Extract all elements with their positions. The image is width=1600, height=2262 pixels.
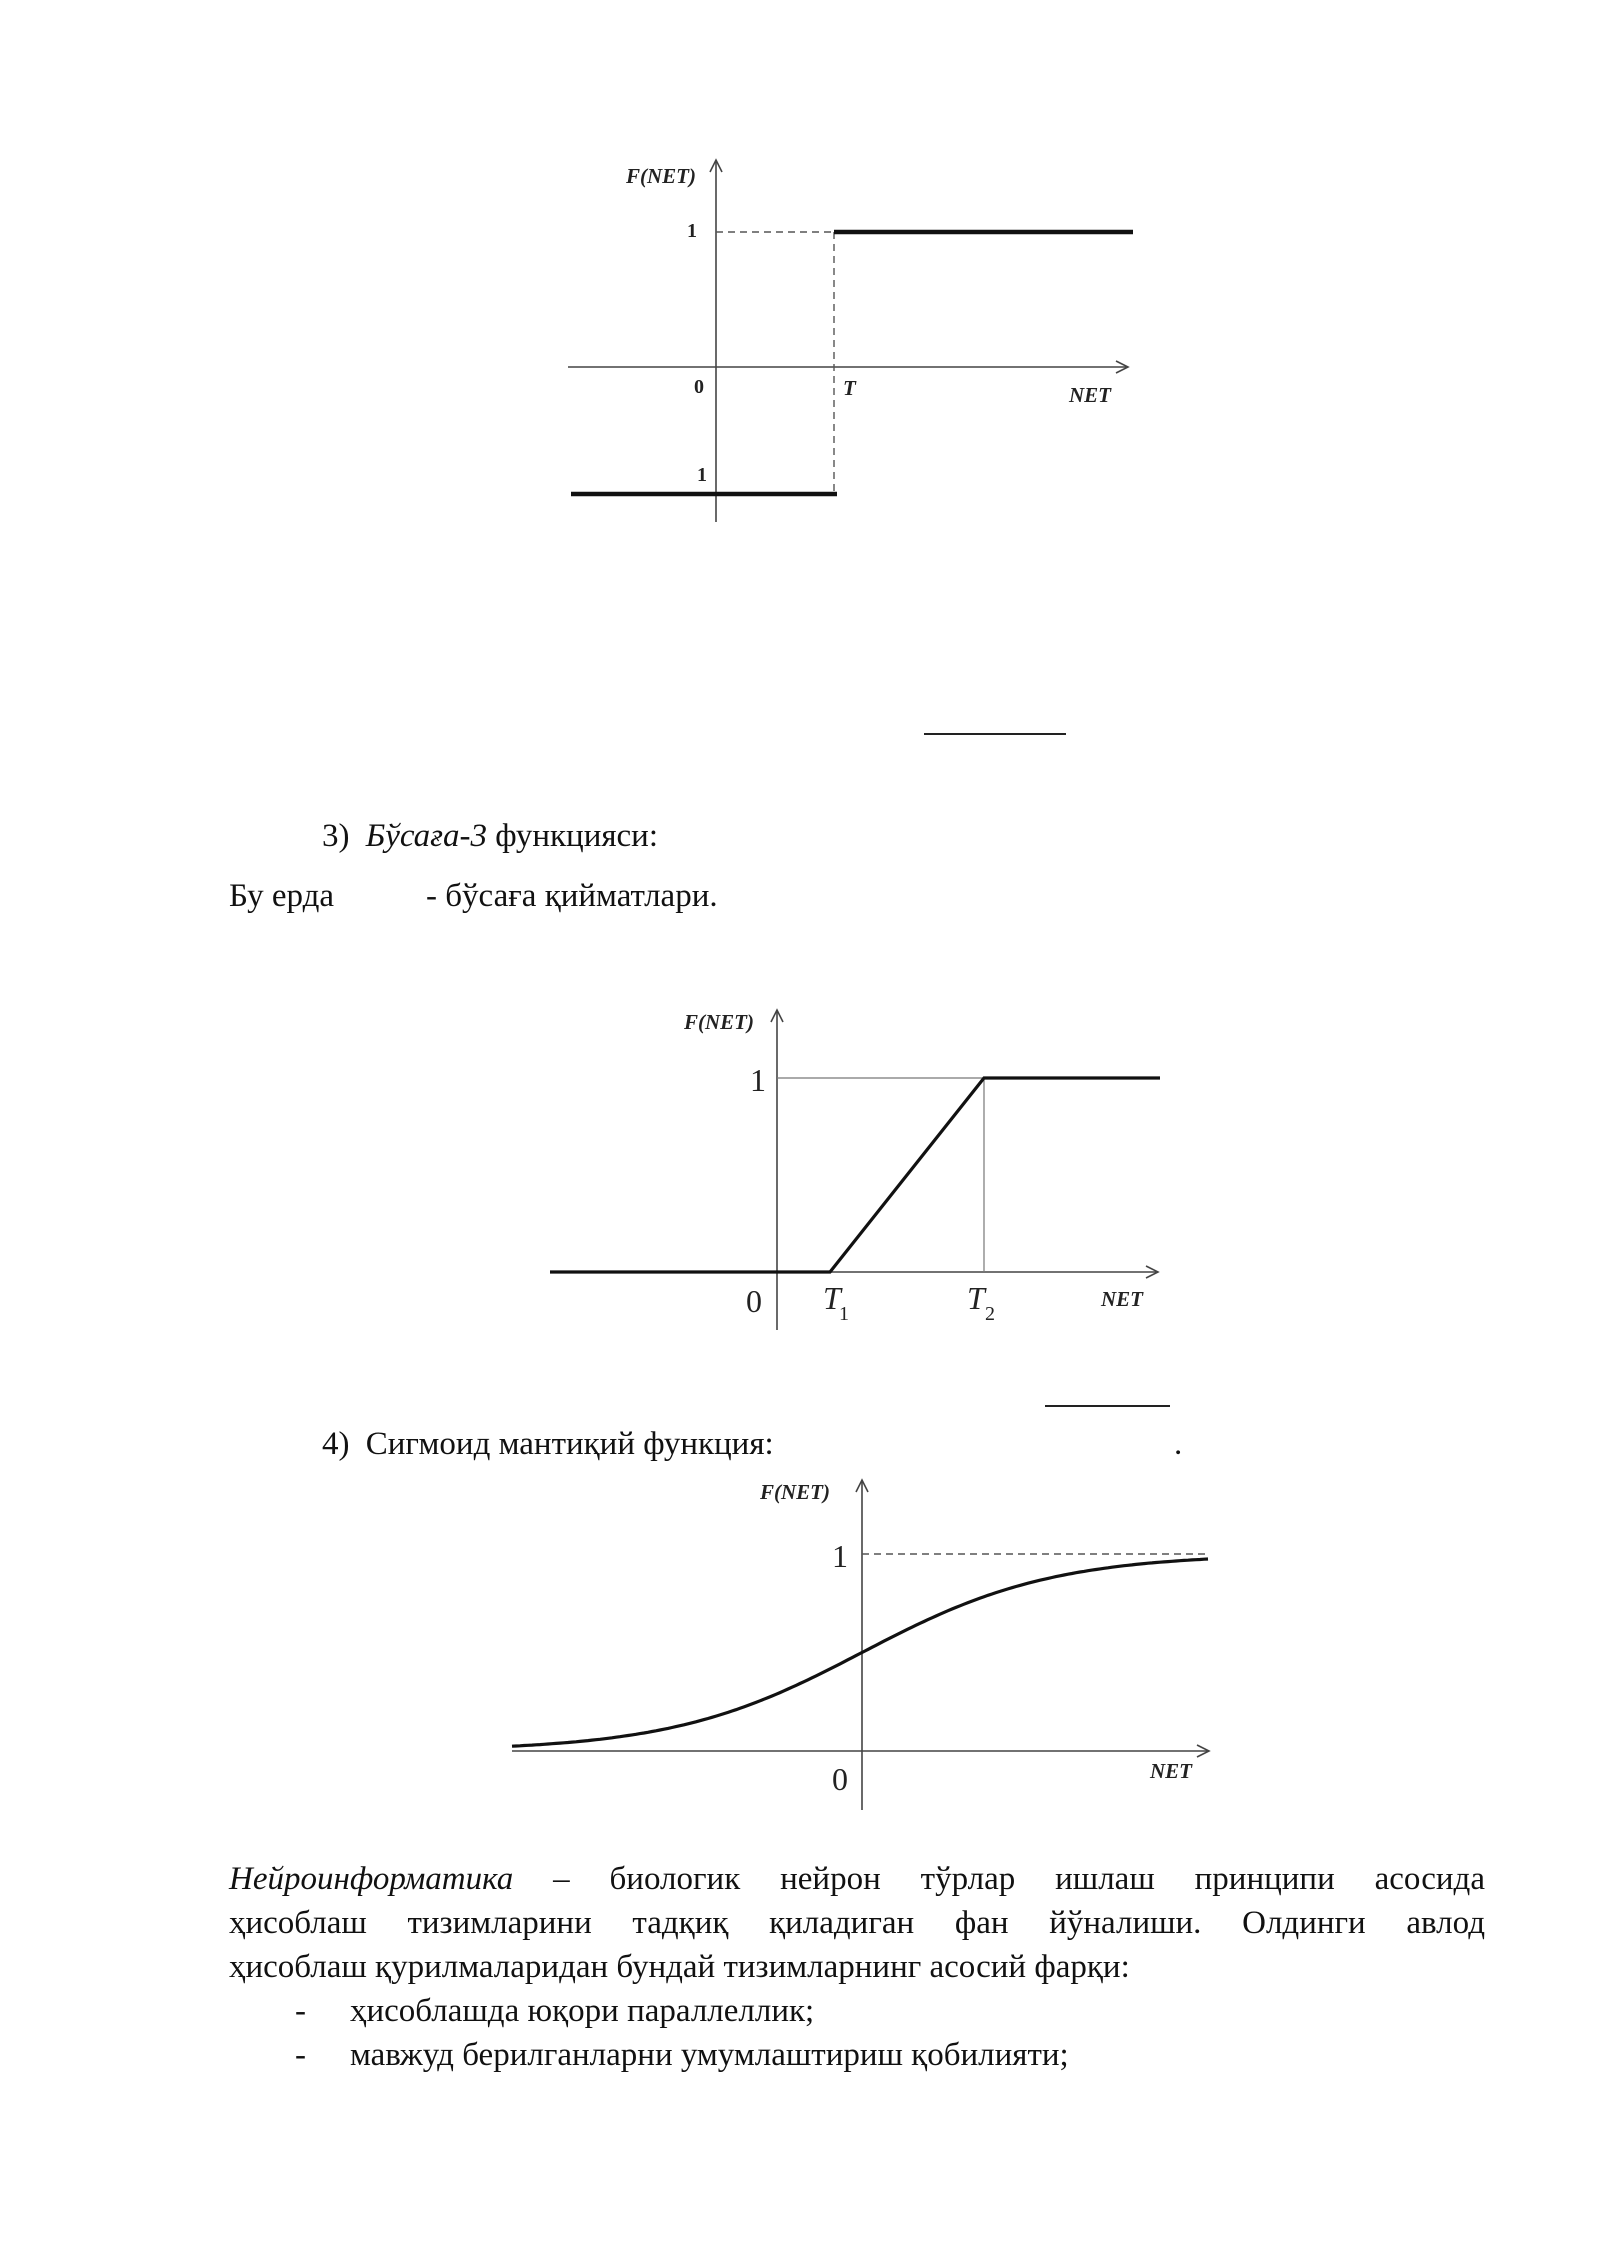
formula-rule-2	[1045, 1405, 1170, 1407]
section-3-number: 3)	[322, 818, 350, 854]
formula-rule-1	[924, 733, 1066, 735]
note-end: - бўсаға қийматлари.	[426, 878, 718, 914]
bullet-dash: -	[295, 1993, 306, 2029]
section-4-title: Сигмоид мантиқий функция:	[365, 1426, 774, 1462]
section-3-heading	[322, 814, 658, 858]
bullet-text: мавжуд берилганларни умумлаштириш қобилияти;	[350, 2037, 1069, 2073]
y-tick-1: 1	[832, 1538, 848, 1574]
function-line	[550, 1078, 1160, 1272]
bullet-text: ҳисоблашда юқори параллеллик;	[350, 1993, 815, 2029]
list-item	[295, 1989, 1069, 2033]
threshold-label: T	[843, 376, 856, 400]
t2-subscript: 2	[985, 1303, 995, 1325]
y-tick-top: 1	[687, 220, 697, 242]
y-tick-1: 1	[750, 1062, 766, 1098]
section-3-note	[229, 874, 718, 918]
figure-threshold-bipolar	[0, 150, 1600, 530]
x-axis-label: NET	[1150, 1759, 1192, 1783]
figure-threshold-linear	[0, 1000, 1600, 1340]
t1-label: T	[823, 1280, 841, 1316]
y-tick-bottom: 1	[697, 464, 707, 486]
origin-label: 0	[746, 1283, 762, 1319]
y-axis-label: F(NET)	[626, 164, 696, 188]
paragraph-line-3: ҳисоблаш қурилмаларидан бундай тизимларнинг асосий фарқи:	[229, 1949, 1130, 1985]
section-3-title-rest: функцияси:	[495, 818, 659, 854]
section-4-dot: .	[1174, 1426, 1183, 1462]
bullet-dash: -	[295, 2037, 306, 2073]
section-4-heading	[322, 1422, 774, 1466]
sigmoid-curve	[512, 1559, 1208, 1746]
x-axis-label: NET	[1101, 1287, 1143, 1311]
paragraph-line-1	[229, 1857, 1485, 1901]
x-axis-label: NET	[1069, 383, 1111, 407]
section-3-title-italic: Бўсаға-3	[365, 818, 488, 854]
y-axis-label: F(NET)	[684, 1010, 754, 1034]
t1-subscript: 1	[839, 1303, 849, 1325]
paragraph-line-1-rest: – биологик нейрон тўрлар ишлаш принципи асосида	[553, 1861, 1485, 1897]
bullet-list	[295, 1989, 1069, 2077]
note-start: Бу ерда	[229, 878, 335, 914]
section-4-number: 4)	[322, 1426, 350, 1462]
paragraph-term: Нейроинформатика	[229, 1861, 514, 1897]
y-axis-label: F(NET)	[760, 1480, 830, 1504]
origin-label: 0	[832, 1761, 848, 1797]
paragraph-line-2: ҳисоблаш тизимларини тадқиқ қиладиган фан йўналиши. Олдинги авлод	[229, 1905, 1485, 1941]
paragraph	[229, 1857, 1485, 1989]
figure-sigmoid	[0, 1470, 1600, 1820]
t2-label: T	[967, 1280, 985, 1316]
origin-label: 0	[694, 376, 704, 398]
list-item	[295, 2033, 1069, 2077]
